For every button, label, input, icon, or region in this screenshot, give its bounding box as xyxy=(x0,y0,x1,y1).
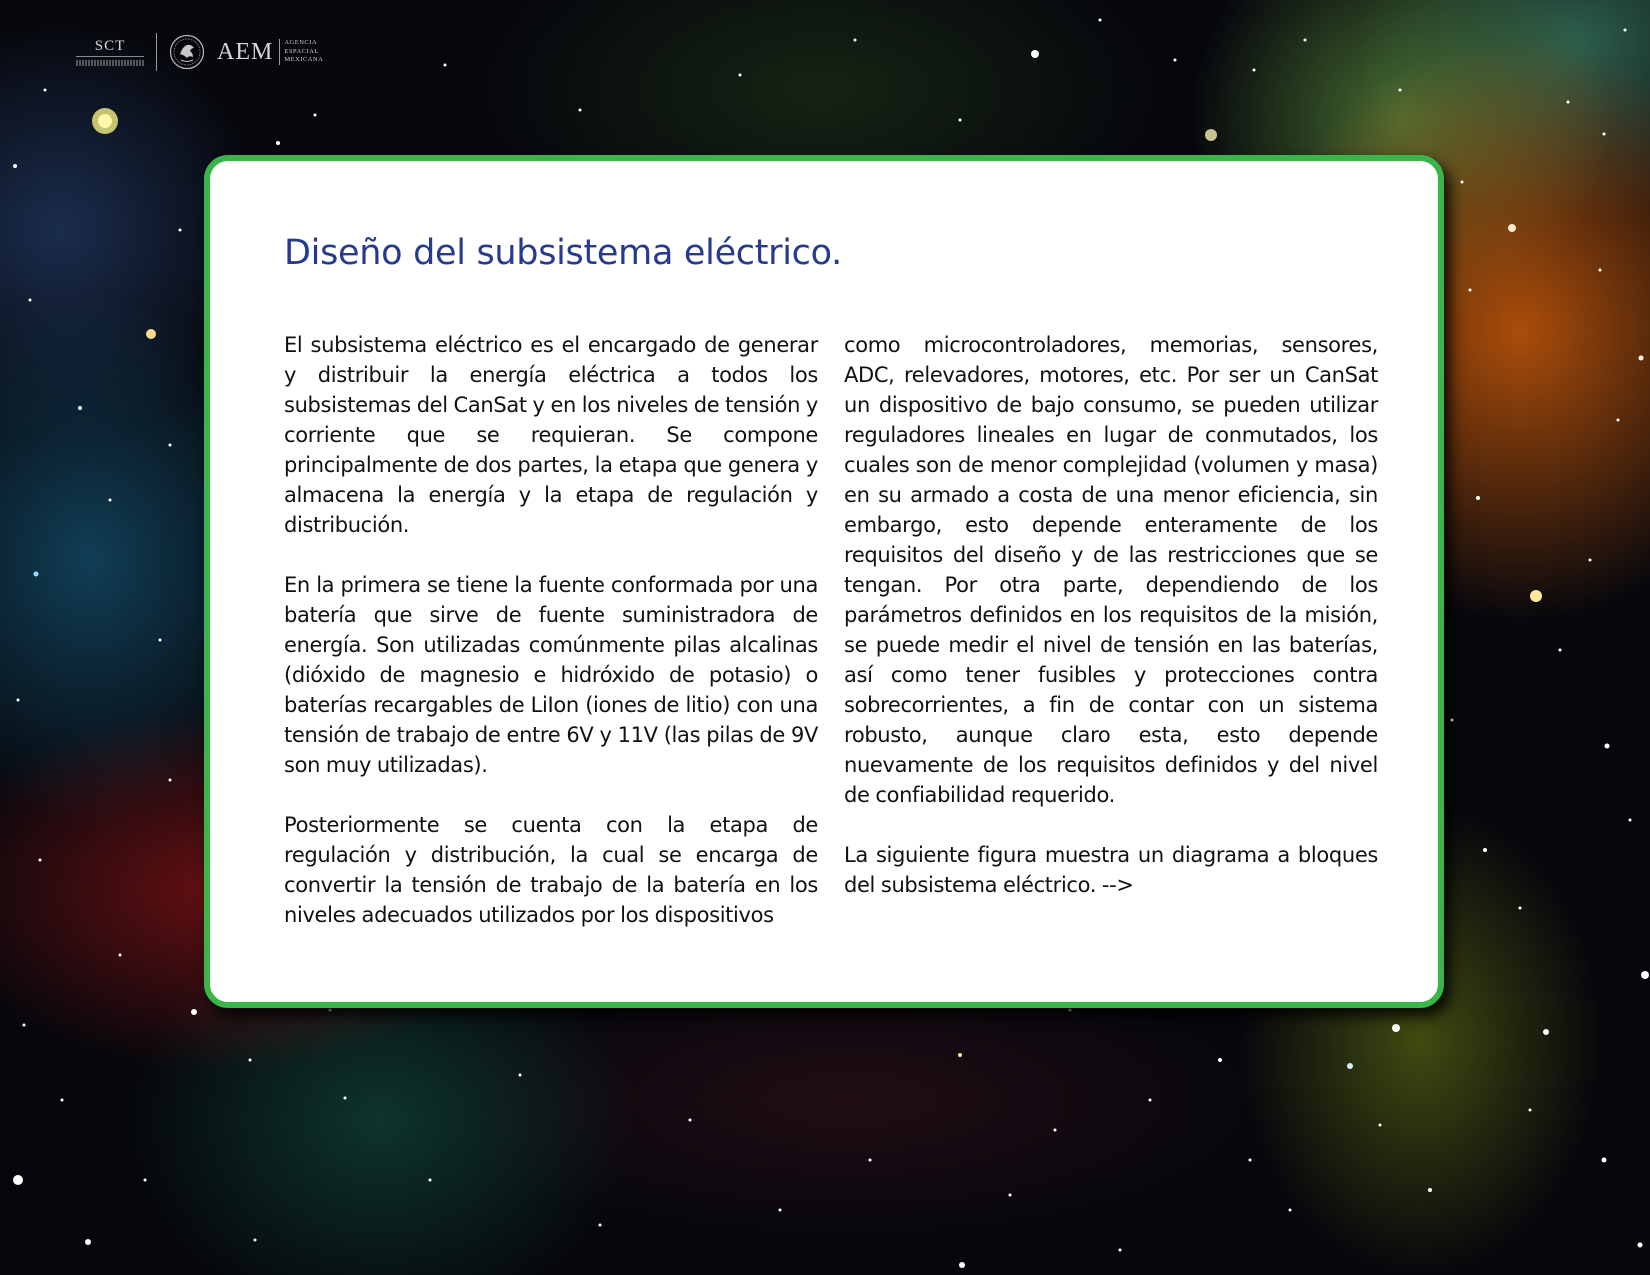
paragraph: La siguiente figura muestra un diagrama a bloques del subsistema eléctrico. --> xyxy=(844,843,1378,897)
mexican-eagle-seal-icon xyxy=(169,34,205,70)
text-column-left xyxy=(284,330,818,960)
page-title: Diseño del subsistema eléctrico. xyxy=(284,233,842,273)
agency-line: MEXICANA xyxy=(284,56,324,64)
paragraph: como microcontroladores, memorias, sensores, ADC, relevadores, motores, etc. Por ser un CanSat un dispositivo de bajo consumo, se pueden utilizar reguladores lineales en lugar de conmutados, los cuales son de menor complejidad (volumen y masa) en su armado a costa de una menor eficiencia, sin embargo, esto depende enteramente de los requisitos del diseño y de las restricciones que se tengan. Por otra parte, dependiendo de los parámetros definidos en los requisitos de la misión, se puede medir el nivel de tensión en las baterías, así como tener fusibles y protecciones contra sobrecorrientes, a fin de contar con un sistema robusto, aunque claro esta, esto depende nuevamente de los requisitos definidos y del nivel de confiabilidad requerido. xyxy=(844,333,1378,807)
agency-line: AGENCIA xyxy=(284,39,318,47)
paragraph: Posteriormente se cuenta con la etapa de regulación y distribución, la cual se encarga de convertir la tensión de trabajo de la batería en los niveles adecuados utilizados por los dispositivos xyxy=(284,813,818,927)
text-column-right xyxy=(844,330,1378,930)
aem-logo-text: AEM xyxy=(217,38,274,65)
agency-line: ESPACIAL xyxy=(284,47,319,55)
sct-logo-text: SCT xyxy=(76,38,144,57)
sct-logo-subtext xyxy=(76,60,144,66)
paragraph: El subsistema eléctrico es el encargado de generar y distribuir la energía eléctrica a todos los subsistemas del CanSat y en los niveles de tensión y corriente que se requieran. Se compone principalmente de dos partes, la etapa que genera y almacena la energía y la etapa de regulación y distribución. xyxy=(284,333,818,537)
paragraph: En la primera se tiene la fuente conformada por una batería que sirve de fuente suministradora de energía. Son utilizadas comúnmente pilas alcalinas (dióxido de magnesio e hidróxido de potasio) o baterías recargables de LiIon (iones de litio) con una tensión de trabajo de entre 6V y 11V (las pilas de 9V son muy utilizadas). xyxy=(284,573,818,777)
sct-logo xyxy=(76,38,144,66)
header-logos xyxy=(76,30,323,74)
content-card xyxy=(204,155,1444,1008)
logo-divider xyxy=(156,33,157,71)
agency-name xyxy=(279,39,323,65)
